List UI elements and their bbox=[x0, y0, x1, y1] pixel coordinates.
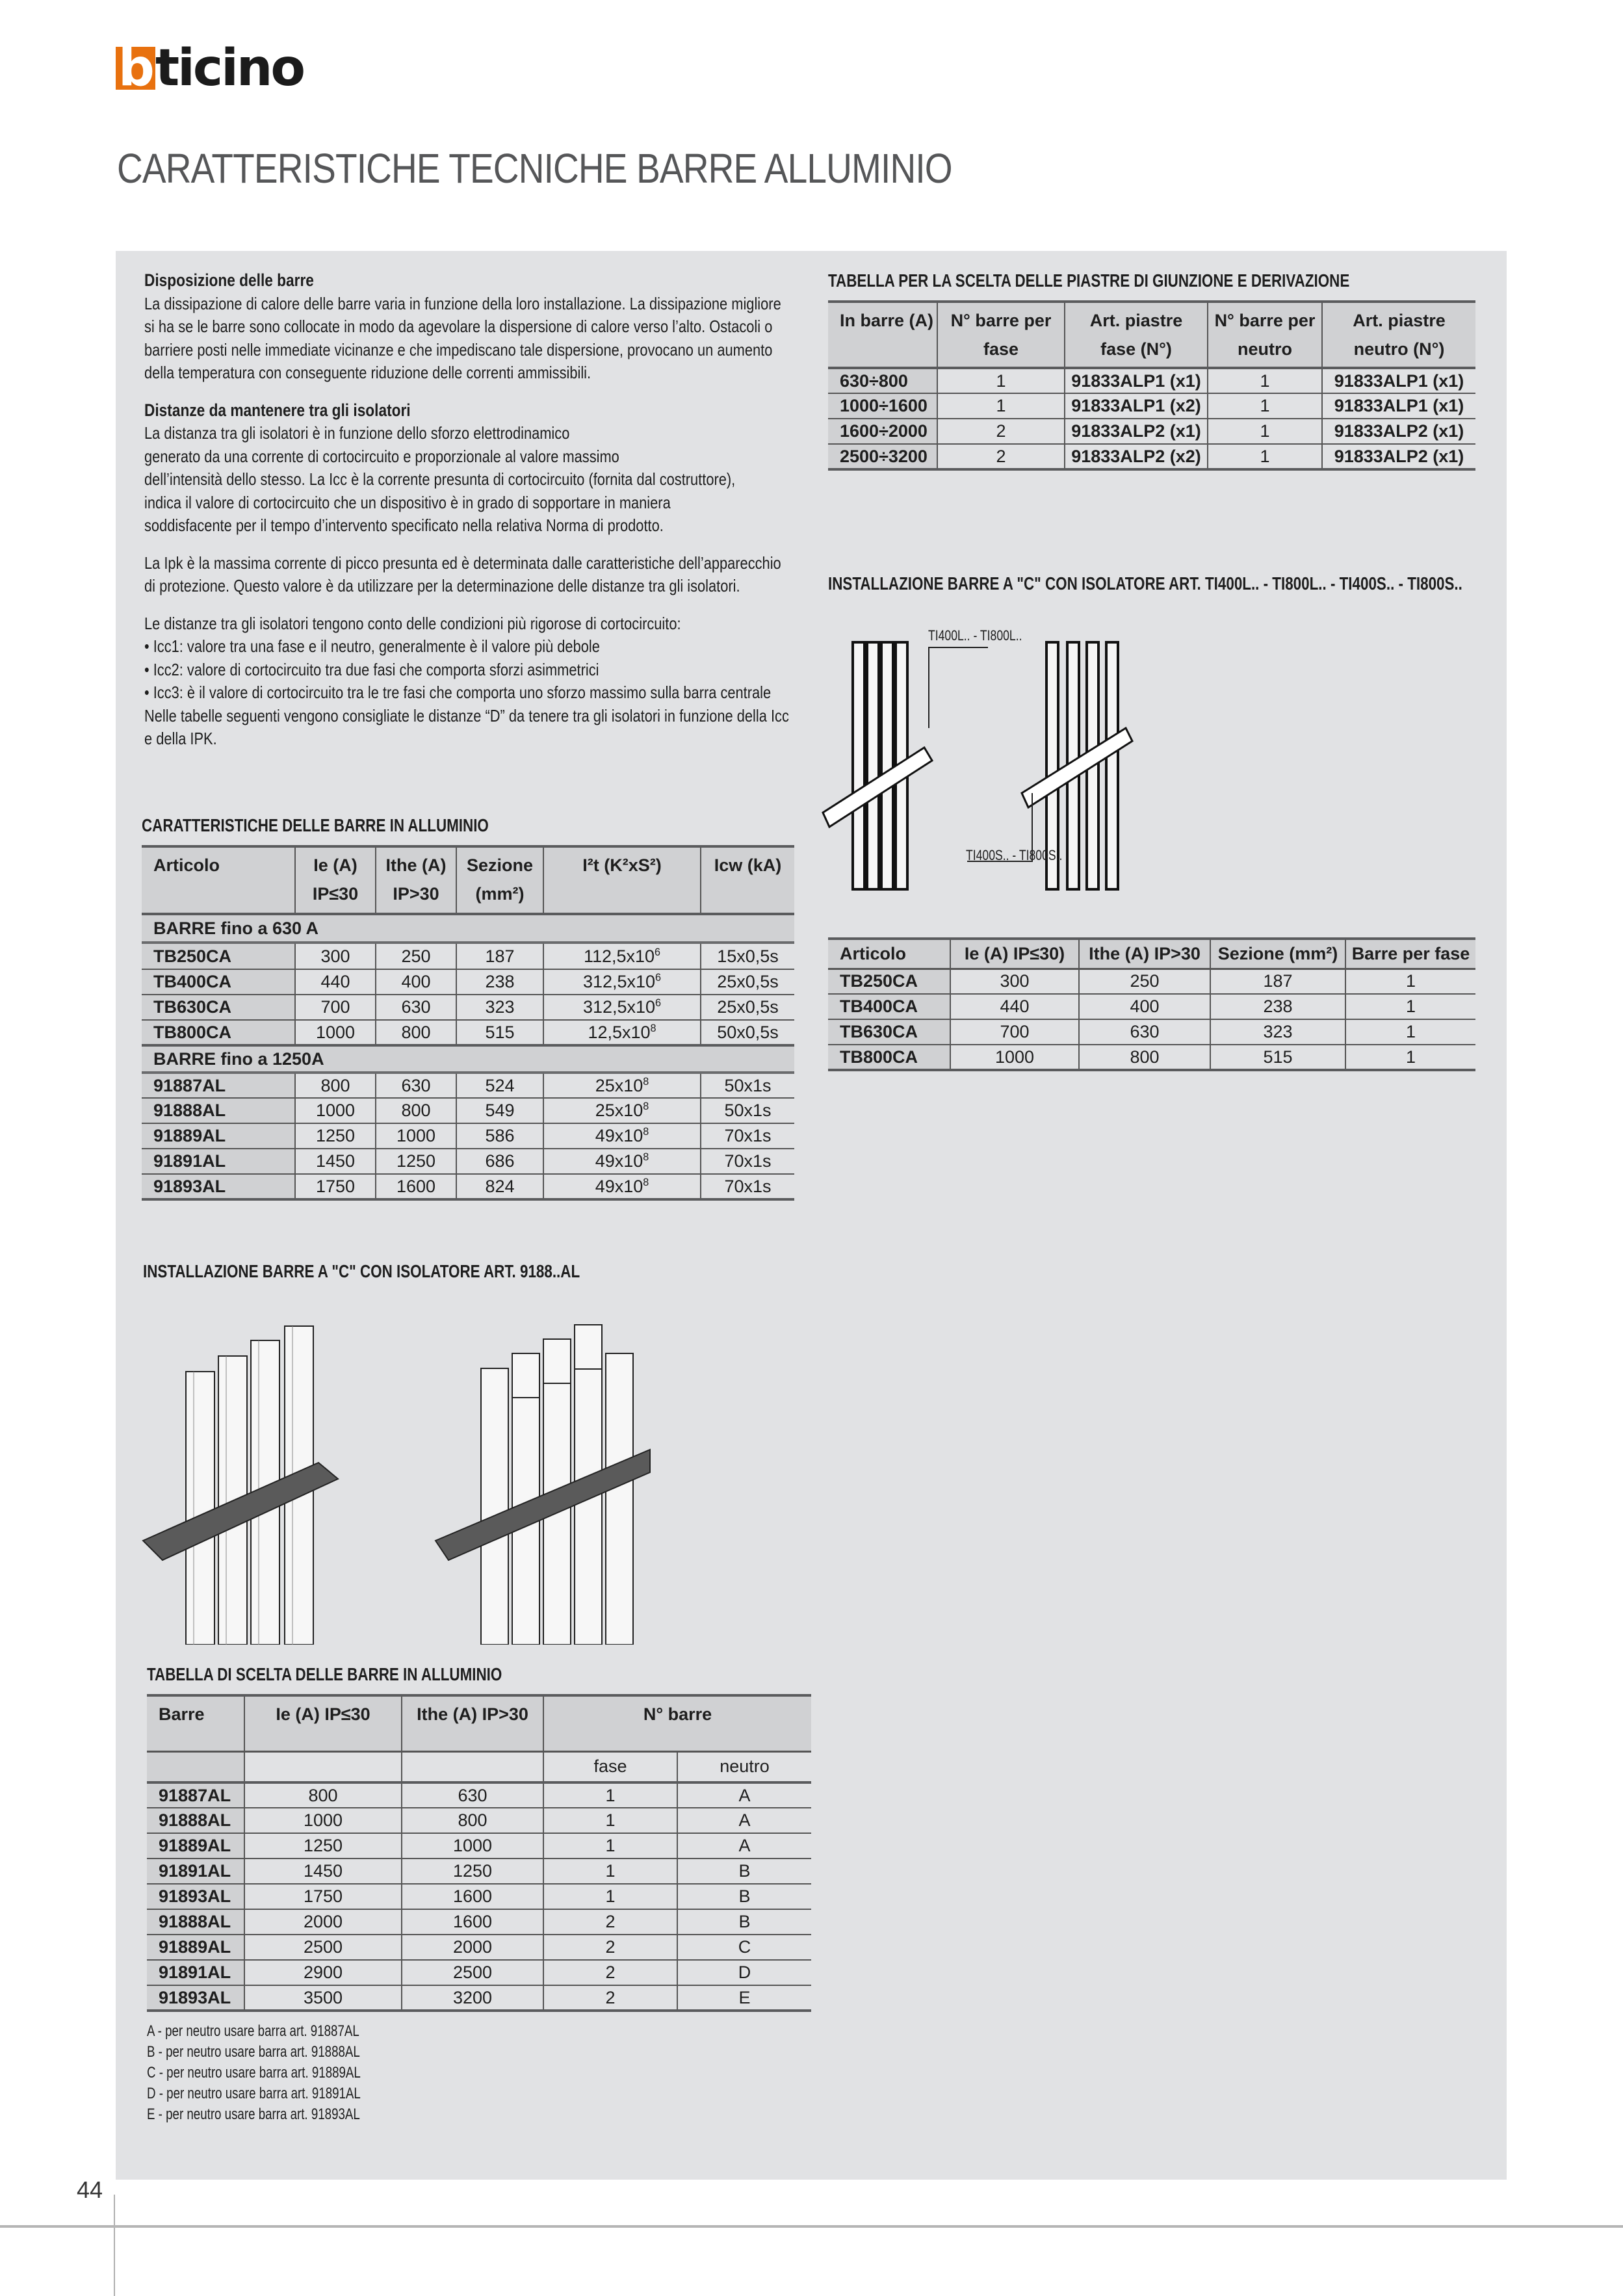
cell-i2t bbox=[543, 1149, 701, 1174]
cell-ie: 2900 bbox=[244, 1960, 402, 1985]
group-header: BARRE fino a 1250A bbox=[142, 1045, 794, 1073]
col-header: Ithe (A) IP>30 bbox=[402, 1695, 543, 1751]
cell-sezione: 515 bbox=[1210, 1045, 1345, 1070]
col-header: Sezione bbox=[456, 846, 543, 884]
note: D - per neutro usare barra art. 91891AL bbox=[147, 2085, 361, 2102]
section-title-distanze: Distanze da mantenere tra gli isolatori bbox=[144, 400, 411, 420]
install-ti-section bbox=[828, 573, 1621, 594]
cell-art-neutro: 91833ALP2 (x1) bbox=[1322, 419, 1475, 444]
cell-articolo: TB400CA bbox=[828, 994, 950, 1019]
select-table-section bbox=[147, 1664, 811, 2125]
intro-text bbox=[144, 269, 918, 751]
cell-ie: 440 bbox=[950, 994, 1079, 1019]
note: A - per neutro usare barra art. 91887AL bbox=[147, 2022, 359, 2040]
cell-sezione: 323 bbox=[1210, 1019, 1345, 1045]
distanze-line: soddisfacente per il tempo d’intervento specificato nella relativa Norma di prodotto. bbox=[144, 515, 664, 535]
cell-ithe: 630 bbox=[376, 995, 456, 1020]
cell-ithe: 2500 bbox=[402, 1960, 543, 1985]
col-subheader: fase (N°) bbox=[1065, 339, 1208, 368]
cell-articolo: TB250CA bbox=[828, 969, 950, 994]
table-row bbox=[142, 944, 794, 969]
table-row bbox=[147, 1985, 811, 2011]
disposizione-text: La dissipazione di calore delle barre varia in funzione della loro installazione. La dissipazione migliore si ha se le barre sono collocate in modo da agevolare la dispersione di calore verso l’alto. Ostacoli o barriere posti nelle immediate vicinanze e che impediscano tale dispersione, provocano un aumento della temperatura con conseguente riduzione delle correnti ammissibili. bbox=[144, 293, 781, 382]
cell-in-barre: 1600÷2000 bbox=[828, 419, 937, 444]
footer-divider-horizontal bbox=[0, 2225, 1623, 2228]
cell-ie: 1750 bbox=[295, 1174, 376, 1199]
cell-art-fase: 91833ALP1 (x1) bbox=[1065, 368, 1208, 393]
cell-articolo: 91887AL bbox=[142, 1073, 295, 1098]
cell-i2t bbox=[543, 1020, 701, 1045]
callout-ti-s: TI400S.. - TI800S.. bbox=[966, 847, 1063, 863]
cell-ie: 700 bbox=[295, 995, 376, 1020]
cell-art-fase: 91833ALP2 (x1) bbox=[1065, 419, 1208, 444]
cell-neutro: B bbox=[677, 1909, 811, 1935]
table-row bbox=[828, 419, 1475, 444]
cell-articolo: 91893AL bbox=[142, 1174, 295, 1199]
i2t-exponent: 6 bbox=[655, 997, 662, 1009]
page-number: 44 bbox=[77, 2176, 103, 2203]
cell-neutro: A bbox=[677, 1782, 811, 1808]
cell-ithe: 250 bbox=[1079, 969, 1210, 994]
cell-fase: 1 bbox=[543, 1833, 677, 1859]
table-row bbox=[828, 969, 1475, 994]
cell-i2t bbox=[543, 1098, 701, 1123]
table-row bbox=[142, 1174, 794, 1199]
cell-i2t bbox=[543, 969, 701, 995]
cell-neutro: E bbox=[677, 1985, 811, 2011]
i2t-header: I²t (K²xS²) bbox=[582, 855, 662, 875]
plates-table-title: TABELLA PER LA SCELTA DELLE PIASTRE DI GIUNZIONE E DERIVAZIONE bbox=[828, 270, 1350, 291]
cell-ithe: 250 bbox=[376, 944, 456, 969]
cell-barre: 91891AL bbox=[147, 1859, 244, 1884]
cell-ie: 300 bbox=[950, 969, 1079, 994]
cell-articolo: 91889AL bbox=[142, 1123, 295, 1149]
distanze-line: dell’intensità dello stesso. La Icc è la corrente presunta di cortocircuito (fornita dal costruttore), bbox=[144, 469, 736, 489]
cell-articolo: TB800CA bbox=[142, 1020, 295, 1045]
bticino-logo bbox=[116, 39, 304, 98]
busbar-9188-illustration bbox=[136, 1294, 656, 1645]
cell-neutro: B bbox=[677, 1859, 811, 1884]
distanze-line: generato da una corrente di cortocircuito e proporzionale al valore massimo bbox=[144, 446, 619, 466]
cell-articolo: 91891AL bbox=[142, 1149, 295, 1174]
col-header: Icw (kA) bbox=[701, 846, 794, 884]
i2t-base: 312,5x10 bbox=[582, 972, 656, 991]
cell-ithe: 1600 bbox=[376, 1174, 456, 1199]
note: B - per neutro usare barra art. 91888AL bbox=[147, 2043, 360, 2061]
cell-art-fase: 91833ALP2 (x2) bbox=[1065, 444, 1208, 469]
cell-n-neutro: 1 bbox=[1208, 444, 1322, 469]
col-header: Barre per fase bbox=[1345, 939, 1475, 969]
table-row bbox=[142, 1123, 794, 1149]
col-subheader: neutro bbox=[1208, 339, 1322, 368]
icc-item: • Icc1: valore tra una fase e il neutro, generalmente è il valore più debole bbox=[144, 636, 600, 656]
col-subheader: fase bbox=[937, 339, 1065, 368]
i2t-base: 49x10 bbox=[595, 1176, 643, 1196]
cell-n-fase: 1 bbox=[937, 368, 1065, 393]
cell-icw: 70x1s bbox=[701, 1149, 794, 1174]
cell-neutro: D bbox=[677, 1960, 811, 1985]
cell-ithe: 800 bbox=[376, 1098, 456, 1123]
cell-i2t bbox=[543, 995, 701, 1020]
cell-barre: 91893AL bbox=[147, 1985, 244, 2011]
table-row bbox=[142, 995, 794, 1020]
table-row bbox=[828, 1019, 1475, 1045]
cell-barre: 91888AL bbox=[147, 1909, 244, 1935]
cell-ithe: 1250 bbox=[402, 1859, 543, 1884]
cell-sezione: 515 bbox=[456, 1020, 543, 1045]
cell-ithe: 800 bbox=[376, 1020, 456, 1045]
callout-ti-l: TI400L.. - TI800L.. bbox=[928, 627, 1022, 644]
section-title-disposizione: Disposizione delle barre bbox=[144, 270, 314, 290]
cell-articolo: 91888AL bbox=[142, 1098, 295, 1123]
char-table bbox=[142, 845, 794, 944]
cell-n-fase: 2 bbox=[937, 444, 1065, 469]
char-table-title: CARATTERISTICHE DELLE BARRE IN ALLUMINIO bbox=[142, 815, 489, 835]
i2t-exponent: 6 bbox=[655, 946, 661, 958]
cell-ithe: 400 bbox=[376, 969, 456, 995]
cell-ithe: 1000 bbox=[376, 1123, 456, 1149]
cell-barre-per-fase: 1 bbox=[1345, 994, 1475, 1019]
cell-icw: 15x0,5s bbox=[701, 944, 794, 969]
cell-ie: 1000 bbox=[295, 1020, 376, 1045]
cell-barre: 91891AL bbox=[147, 1960, 244, 1985]
cell-n-neutro: 1 bbox=[1208, 393, 1322, 419]
cell-ie: 440 bbox=[295, 969, 376, 995]
cell-neutro: A bbox=[677, 1833, 811, 1859]
col-header bbox=[543, 846, 701, 884]
cell-ithe: 800 bbox=[402, 1808, 543, 1833]
col-header: Sezione (mm²) bbox=[1210, 939, 1345, 969]
cell-ithe: 630 bbox=[1079, 1019, 1210, 1045]
i2t-exponent: 8 bbox=[643, 1075, 649, 1088]
logo-b: b bbox=[116, 47, 155, 90]
select-table-title: TABELLA DI SCELTA DELLE BARRE IN ALLUMINIO bbox=[147, 1664, 502, 1684]
table-row bbox=[828, 1045, 1475, 1070]
cell-sezione: 323 bbox=[456, 995, 543, 1020]
cell-barre-per-fase: 1 bbox=[1345, 969, 1475, 994]
table-row bbox=[828, 994, 1475, 1019]
i2t-base: 12,5x10 bbox=[588, 1022, 651, 1042]
select-notes bbox=[147, 2021, 665, 2125]
tb-table-section bbox=[828, 937, 1475, 1071]
cell-in-barre: 1000÷1600 bbox=[828, 393, 937, 419]
i2t-base: 49x10 bbox=[595, 1151, 643, 1171]
cell-icw: 25x0,5s bbox=[701, 969, 794, 995]
cell-ithe: 400 bbox=[1079, 994, 1210, 1019]
col-header: Ie (A) bbox=[295, 846, 376, 884]
col-header: N° barre per bbox=[937, 302, 1065, 339]
distanze-line: indica il valore di cortocircuito che un dispositivo è in grado di sopportare in maniera bbox=[144, 492, 671, 512]
table-row bbox=[147, 1960, 811, 1985]
col-header: Ithe (A) bbox=[376, 846, 456, 884]
cell-ie: 800 bbox=[295, 1073, 376, 1098]
table-row bbox=[147, 1884, 811, 1909]
col-header: Ie (A) IP≤30) bbox=[950, 939, 1079, 969]
cell-i2t bbox=[543, 944, 701, 969]
cell-barre: 91889AL bbox=[147, 1833, 244, 1859]
cell-ithe: 1600 bbox=[402, 1884, 543, 1909]
footer-divider-vertical bbox=[114, 2195, 115, 2296]
col-header: Art. piastre bbox=[1065, 302, 1208, 339]
table-row bbox=[147, 1909, 811, 1935]
col-header: N° barre bbox=[543, 1695, 811, 1751]
table-row bbox=[142, 969, 794, 995]
cell-ie: 2000 bbox=[244, 1909, 402, 1935]
closing-text: Nelle tabelle seguenti vengono consigliate le distanze “D” da tenere tra gli isolatori in funzione della Icc e della IPK. bbox=[144, 705, 789, 748]
distanze-line: La distanza tra gli isolatori è in funzione dello sforzo elettrodinamico bbox=[144, 423, 570, 443]
cell-ie: 1250 bbox=[244, 1833, 402, 1859]
cell-i2t bbox=[543, 1073, 701, 1098]
table-row bbox=[142, 1098, 794, 1123]
cell-neutro: C bbox=[677, 1935, 811, 1960]
cell-n-neutro: 1 bbox=[1208, 419, 1322, 444]
cell-articolo: TB800CA bbox=[828, 1045, 950, 1070]
cell-ithe: 3200 bbox=[402, 1985, 543, 2011]
table-row bbox=[142, 1020, 794, 1045]
cell-ithe: 630 bbox=[402, 1782, 543, 1808]
table-row bbox=[147, 1859, 811, 1884]
col-subheader: IP≤30 bbox=[295, 884, 376, 914]
cell-art-neutro: 91833ALP1 (x1) bbox=[1322, 393, 1475, 419]
note: E - per neutro usare barra art. 91893AL bbox=[147, 2106, 360, 2123]
cell-ie: 800 bbox=[244, 1782, 402, 1808]
tb-table bbox=[828, 937, 1475, 1071]
cell-ie: 1750 bbox=[244, 1884, 402, 1909]
cell-ithe: 2000 bbox=[402, 1935, 543, 1960]
cell-fase: 1 bbox=[543, 1859, 677, 1884]
col-header: Articolo bbox=[142, 846, 295, 884]
cell-ie: 1250 bbox=[295, 1123, 376, 1149]
cell-icw: 70x1s bbox=[701, 1174, 794, 1199]
table-row bbox=[828, 393, 1475, 419]
cell-fase: 2 bbox=[543, 1935, 677, 1960]
i2t-exponent: 8 bbox=[643, 1176, 649, 1188]
cell-icw: 25x0,5s bbox=[701, 995, 794, 1020]
col-header: Barre bbox=[147, 1695, 244, 1751]
cell-neutro: B bbox=[677, 1884, 811, 1909]
cell-n-neutro: 1 bbox=[1208, 368, 1322, 393]
i2t-exponent: 8 bbox=[643, 1151, 649, 1163]
plates-table-section bbox=[828, 270, 1480, 471]
cell-ie: 1000 bbox=[950, 1045, 1079, 1070]
col-subheader: neutro (N°) bbox=[1322, 339, 1475, 368]
col-header: Articolo bbox=[828, 939, 950, 969]
cell-fase: 1 bbox=[543, 1782, 677, 1808]
i2t-base: 25x10 bbox=[595, 1075, 643, 1095]
col-subheader: IP>30 bbox=[376, 884, 456, 914]
cell-ithe: 630 bbox=[376, 1073, 456, 1098]
cell-art-fase: 91833ALP1 (x2) bbox=[1065, 393, 1208, 419]
i2t-exponent: 8 bbox=[650, 1022, 656, 1034]
cell-n-fase: 2 bbox=[937, 419, 1065, 444]
cell-sezione: 524 bbox=[456, 1073, 543, 1098]
cell-icw: 50x1s bbox=[701, 1073, 794, 1098]
table-row bbox=[147, 1808, 811, 1833]
cell-ithe: 800 bbox=[1079, 1045, 1210, 1070]
cell-ie: 700 bbox=[950, 1019, 1079, 1045]
col-subheader: (mm²) bbox=[456, 884, 543, 914]
table-row bbox=[828, 444, 1475, 469]
cell-icw: 50x0,5s bbox=[701, 1020, 794, 1045]
cell-sezione: 187 bbox=[456, 944, 543, 969]
cell-articolo: TB630CA bbox=[828, 1019, 950, 1045]
table-row bbox=[142, 1149, 794, 1174]
cell-ie: 1450 bbox=[295, 1149, 376, 1174]
cell-ithe: 1000 bbox=[402, 1833, 543, 1859]
subheader-neutro: neutro bbox=[677, 1751, 811, 1782]
select-table bbox=[147, 1694, 811, 2012]
cell-fase: 2 bbox=[543, 1960, 677, 1985]
plates-table bbox=[828, 300, 1475, 471]
cell-icw: 70x1s bbox=[701, 1123, 794, 1149]
i2t-base: 49x10 bbox=[595, 1126, 643, 1145]
i2t-base: 312,5x10 bbox=[582, 997, 656, 1017]
cell-icw: 50x1s bbox=[701, 1098, 794, 1123]
cell-ie: 1000 bbox=[244, 1808, 402, 1833]
table-row bbox=[147, 1833, 811, 1859]
cell-fase: 2 bbox=[543, 1909, 677, 1935]
col-header: Ie (A) IP≤30 bbox=[244, 1695, 402, 1751]
cell-barre: 91893AL bbox=[147, 1884, 244, 1909]
icc-item: • Icc2: valore di cortocircuito tra due fasi che comporta sforzi asimmetrici bbox=[144, 659, 599, 679]
install-9188-section bbox=[143, 1261, 689, 1282]
i2t-exponent: 6 bbox=[655, 972, 662, 984]
cell-sezione: 824 bbox=[456, 1174, 543, 1199]
cell-sezione: 187 bbox=[1210, 969, 1345, 994]
busbar-ti-illustration bbox=[820, 637, 1470, 897]
cell-ie: 1000 bbox=[295, 1098, 376, 1123]
cell-art-neutro: 91833ALP2 (x1) bbox=[1322, 444, 1475, 469]
cell-barre: 91889AL bbox=[147, 1935, 244, 1960]
cell-ie: 1450 bbox=[244, 1859, 402, 1884]
cell-fase: 2 bbox=[543, 1985, 677, 2011]
cell-sezione: 586 bbox=[456, 1123, 543, 1149]
cell-fase: 1 bbox=[543, 1884, 677, 1909]
cell-n-fase: 1 bbox=[937, 393, 1065, 419]
cell-sezione: 686 bbox=[456, 1149, 543, 1174]
cell-ithe: 1250 bbox=[376, 1149, 456, 1174]
cell-ie: 2500 bbox=[244, 1935, 402, 1960]
i2t-exponent: 8 bbox=[643, 1126, 649, 1138]
cell-neutro: A bbox=[677, 1808, 811, 1833]
i2t-base: 112,5x10 bbox=[583, 946, 655, 966]
icc-intro: Le distanze tra gli isolatori tengono conto delle condizioni più rigorose di cortocircuito: bbox=[144, 613, 681, 633]
table-row bbox=[147, 1782, 811, 1808]
i2t-exponent: 8 bbox=[643, 1101, 649, 1112]
cell-fase: 1 bbox=[543, 1808, 677, 1833]
cell-articolo: TB630CA bbox=[142, 995, 295, 1020]
cell-articolo: TB250CA bbox=[142, 944, 295, 969]
cell-barre-per-fase: 1 bbox=[1345, 1019, 1475, 1045]
cell-barre: 91888AL bbox=[147, 1808, 244, 1833]
cell-articolo: TB400CA bbox=[142, 969, 295, 995]
cell-ie: 300 bbox=[295, 944, 376, 969]
table-row bbox=[142, 1073, 794, 1098]
icc-item: • Icc3: è il valore di cortocircuito tra le tre fasi che comporta uno sforzo massimo sulla barra centrale bbox=[144, 683, 772, 702]
col-header: Ithe (A) IP>30 bbox=[1079, 939, 1210, 969]
cell-ie: 3500 bbox=[244, 1985, 402, 2011]
cell-i2t bbox=[543, 1123, 701, 1149]
cell-sezione: 549 bbox=[456, 1098, 543, 1123]
table-row bbox=[828, 368, 1475, 393]
page-title: CARATTERISTICHE TECNICHE BARRE ALLUMINIO bbox=[117, 145, 952, 192]
char-table-body bbox=[142, 944, 794, 1201]
cell-sezione: 238 bbox=[456, 969, 543, 995]
col-header: N° barre per bbox=[1208, 302, 1322, 339]
note: C - per neutro usare barra art. 91889AL bbox=[147, 2064, 361, 2081]
cell-in-barre: 630÷800 bbox=[828, 368, 937, 393]
col-header: In barre (A) bbox=[828, 302, 937, 339]
cell-art-neutro: 91833ALP1 (x1) bbox=[1322, 368, 1475, 393]
table-row bbox=[147, 1935, 811, 1960]
logo-text: ticino bbox=[155, 39, 304, 98]
subheader-fase: fase bbox=[543, 1751, 677, 1782]
cell-barre-per-fase: 1 bbox=[1345, 1045, 1475, 1070]
char-table-section bbox=[142, 815, 794, 1201]
cell-i2t bbox=[543, 1174, 701, 1199]
install-9188-title: INSTALLAZIONE BARRE A "C" CON ISOLATORE ART. 9188..AL bbox=[143, 1261, 580, 1281]
cell-barre: 91887AL bbox=[147, 1782, 244, 1808]
i2t-base: 25x10 bbox=[595, 1101, 643, 1120]
cell-ithe: 1600 bbox=[402, 1909, 543, 1935]
group-header: BARRE fino a 630 A bbox=[142, 914, 794, 943]
install-ti-title: INSTALLAZIONE BARRE A "C" CON ISOLATORE ART. TI400L.. - TI800L.. - TI400S.. - TI800S.. bbox=[828, 573, 1462, 594]
col-header: Art. piastre bbox=[1322, 302, 1475, 339]
cell-in-barre: 2500÷3200 bbox=[828, 444, 937, 469]
ipk-text: La Ipk è la massima corrente di picco presunta ed è determinata dalle caratteristiche dell’apparecchio di protezione. Questo valore è da utilizzare per la determinazione delle distanze tra gli isolatori. bbox=[144, 553, 781, 595]
cell-sezione: 238 bbox=[1210, 994, 1345, 1019]
